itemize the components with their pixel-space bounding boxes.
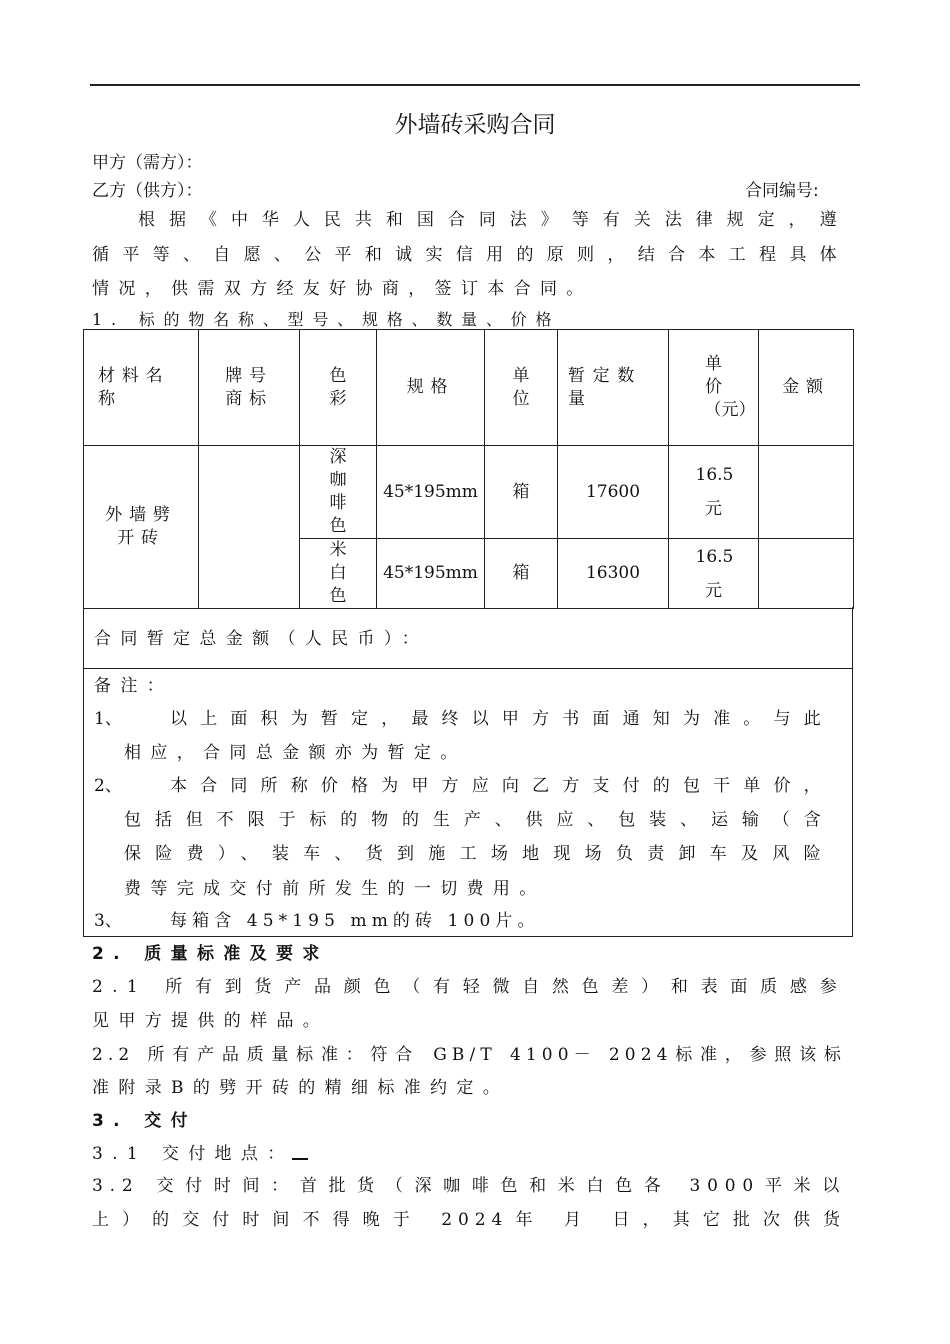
- note-2-line-3: 保险费）、装车、货到施工场地现场负责卸车及风险: [124, 844, 830, 864]
- header-material-name: 材料名称: [84, 330, 199, 446]
- party-b-label: 乙方（供方）：: [92, 181, 203, 201]
- header-unit: 单位: [485, 330, 558, 446]
- note-2-line-4: 费等完成交付前所发生的一切费用。: [124, 879, 546, 899]
- delivery-time-line-2: 上）的交付时间不得晚于 2024年 月 日，其它批次供货: [92, 1210, 846, 1230]
- header-color: 色彩: [300, 330, 377, 446]
- preamble-line-3: 情况，供需双方经友好协商，签订本合同。: [92, 279, 593, 299]
- note-2-line-1: 本合同所称价格为甲方应向乙方支付的包干单价，: [170, 776, 830, 796]
- section-2-1-line-2: 见甲方提供的样品。: [92, 1011, 330, 1031]
- note-1-line-2: 相应，合同总金额亦为暂定。: [124, 743, 467, 763]
- section-2-2-line-2: 准附录B的劈开砖的精细标准约定。: [92, 1078, 510, 1098]
- quantity-cell: 16300: [558, 539, 669, 609]
- delivery-place-blank: [292, 1139, 308, 1160]
- preamble-line-1: 根据《中华人民共和国合同法》等有关法律规定，遵: [138, 210, 846, 230]
- section-2-1-line-1: 2.1 所有到货产品颜色（有轻微自然色差）和表面质感参: [92, 977, 846, 997]
- unit-cell: 箱: [485, 539, 558, 609]
- note-3-number: 3、: [94, 911, 122, 931]
- contract-number-label: 合同编号:: [745, 181, 819, 201]
- delivery-place-label: 3.1 交付地点：: [92, 1144, 294, 1164]
- price-cell: 16.5元: [669, 446, 759, 539]
- notes-label: 备注：: [94, 676, 174, 696]
- note-1-line-1: 以上面积为暂定，最终以甲方书面通知为准。与此: [170, 709, 830, 729]
- total-and-notes-box: [83, 607, 853, 937]
- preamble-line-2: 循平等、自愿、公平和诚实信用的原则，结合本工程具体: [92, 245, 846, 265]
- top-rule: [90, 84, 860, 86]
- header-quantity: 暂定数量: [558, 330, 669, 446]
- table-row: [84, 446, 854, 539]
- party-a-label: 甲方（需方）：: [92, 153, 203, 173]
- header-spec: 规格: [377, 330, 485, 446]
- box-separator: [84, 668, 852, 669]
- price-cell: 16.5元: [669, 539, 759, 609]
- document-title: 外墙砖采购合同: [394, 112, 556, 138]
- amount-cell: [759, 539, 854, 609]
- header-brand: 牌号商标: [199, 330, 300, 446]
- delivery-time-line-1: 3.2 交付时间：首批货（深咖啡色和米白色各 3000平米以: [92, 1176, 846, 1196]
- section-3-heading: 3. 交付: [92, 1111, 197, 1131]
- header-amount: 金额: [759, 330, 854, 446]
- note-2-number: 2、: [94, 776, 122, 796]
- section-1-heading: 1. 标的物名称、型号、规格、数量、价格: [92, 310, 561, 329]
- table-header-row: [84, 330, 854, 446]
- color-cell: 深咖啡色: [300, 446, 377, 539]
- spec-cell: 45*195mm: [377, 539, 485, 609]
- brand-cell: [199, 446, 300, 609]
- note-2-line-2: 包括但不限于标的物的生产、供应、包装、运输（含: [124, 810, 830, 830]
- unit-cell: 箱: [485, 446, 558, 539]
- note-3-line-1: 每箱含 45*195 mm的砖 100片。: [170, 911, 540, 931]
- amount-cell: [759, 446, 854, 539]
- header-unit-price: 单价（元）: [669, 330, 759, 446]
- spec-cell: 45*195mm: [377, 446, 485, 539]
- section-2-2-line-1: 2.2 所有产品质量标准：符合 GB/T 4100－ 2024标准，参照该标: [92, 1045, 846, 1065]
- quantity-cell: 17600: [558, 446, 669, 539]
- section-2-heading: 2. 质量标准及要求: [92, 944, 329, 964]
- note-1-number: 1、: [94, 709, 122, 729]
- total-amount-label: 合同暂定总金额（人民币）：: [94, 629, 429, 649]
- color-cell: 米白色: [300, 539, 377, 609]
- product-name-cell: 外墙劈开砖: [84, 446, 199, 609]
- materials-table: [83, 329, 854, 609]
